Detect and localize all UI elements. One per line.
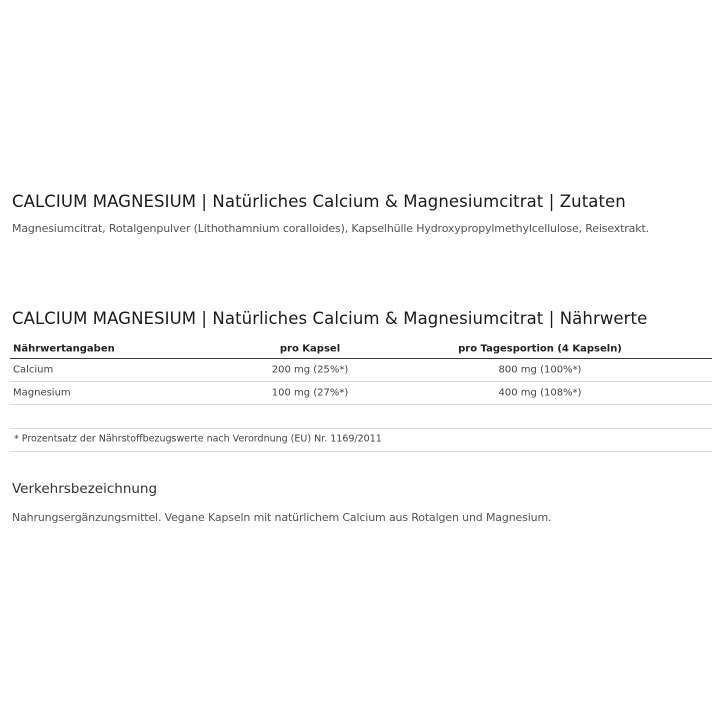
footnote-text: * Prozentsatz der Nährstoffbezugswerte nach Verordnung (EU) Nr. 1169/2011 xyxy=(14,433,382,445)
header-per-daily-dose-label: pro Tagesportion (4 Kapseln) xyxy=(458,343,622,355)
header-per-capsule-label: pro Kapsel xyxy=(279,343,341,355)
ingredients-text: Magnesiumcitrat, Rotalgenpulver (Lithothamnium coralloides), Kapselhülle Hydroxypropylmethylcellulose, Reisextrakt. xyxy=(12,222,649,235)
per-daily-dose-value-text: 800 mg (100%*) xyxy=(498,364,582,376)
table-row xyxy=(10,359,712,382)
table-row xyxy=(10,382,712,405)
designation-text: Nahrungsergänzungsmittel. Vegane Kapseln mit natürlichem Calcium aus Rotalgen und Magnesium. xyxy=(12,511,552,524)
designation-heading: Verkehrsbezeichnung xyxy=(12,481,158,497)
ingredients-title: CALCIUM MAGNESIUM | Natürliches Calcium & Magnesiumcitrat | Zutaten xyxy=(12,192,626,211)
per-capsule-value-text: 200 mg (25%*) xyxy=(271,364,349,376)
nutrition-title: CALCIUM MAGNESIUM | Natürliches Calcium & Magnesiumcitrat | Nährwerte xyxy=(12,309,648,328)
footnote-row xyxy=(10,427,712,452)
nutrition-table xyxy=(10,340,712,429)
table-header-row xyxy=(10,340,712,359)
nutrient-name: Calcium xyxy=(13,364,54,376)
nutrient-name: Magnesium xyxy=(13,387,71,399)
per-capsule-value-text: 100 mg (27%*) xyxy=(271,387,349,399)
header-nutrient: Nährwertangaben xyxy=(13,343,115,355)
per-daily-dose-value-text: 400 mg (108%*) xyxy=(498,387,582,399)
table-row-empty xyxy=(10,405,712,429)
